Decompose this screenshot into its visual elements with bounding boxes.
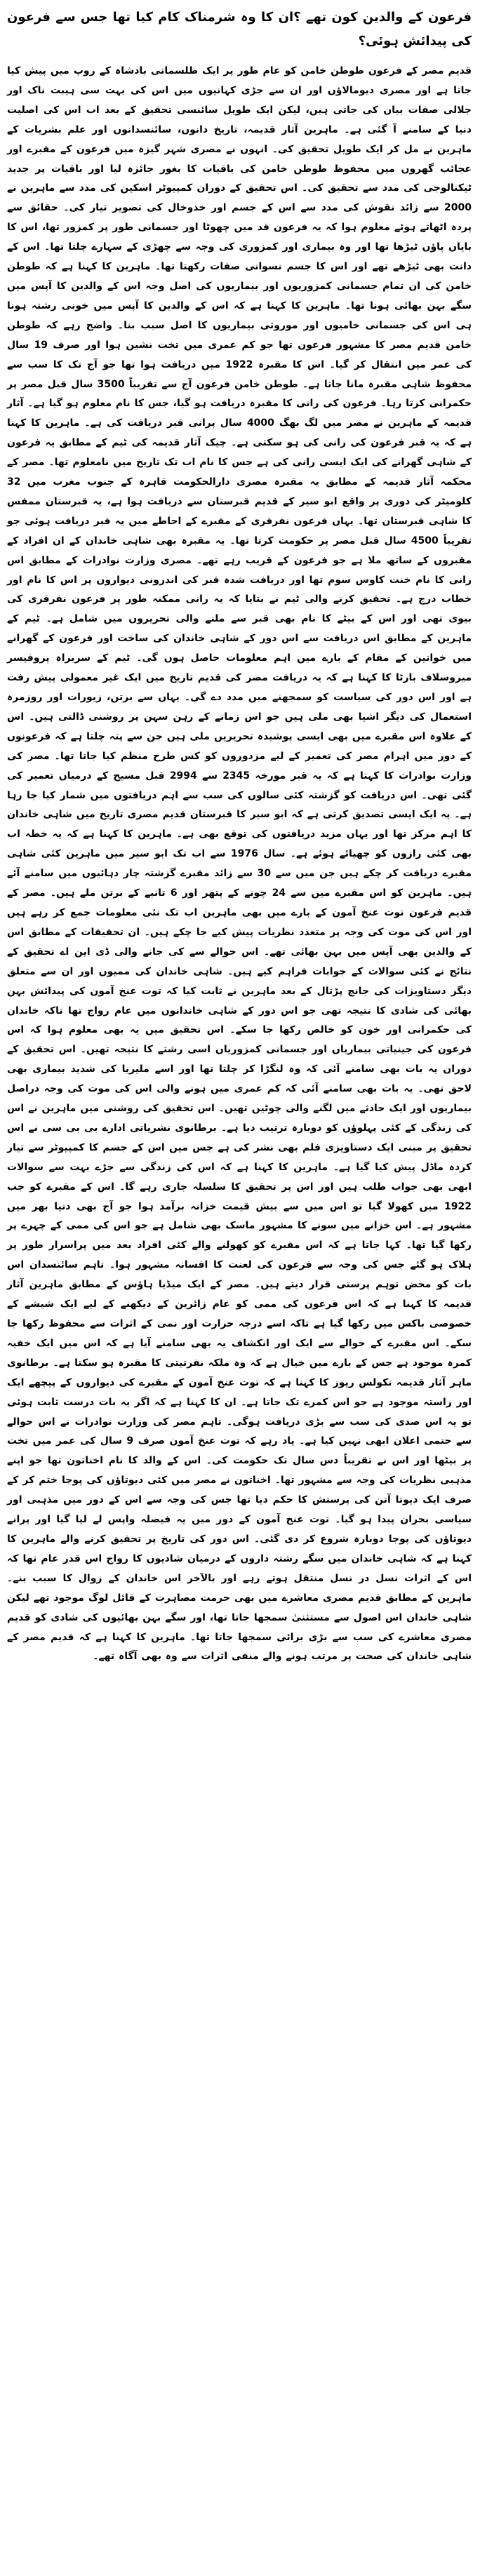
article-body: قدیم مصر کے فرعون طوطن خامن کو عام طور پر ایک طلسماتی بادشاہ کے روپ میں پیش کیا جاتا ہے اور مصری دیومالاؤں اور ان سے جڑی کہانیوں میں اس کی بہت سی ہیبت ناک اور جلالی صفات بیان کی جاتی ہیں، لیکن ایک طویل سائنسی تحقیق کے بعد اب اس کی اصلیت دنیا کے سامنے آ گئی ہے۔ ماہرین آثار قدیمہ، تاریخ دانوں، سائنسدانوں اور علم بشریات کے ماہرین نے مل کر ایک طویل تحقیق کی۔ انہوں نے مصری شہر گیزہ میں فرعون کے مقبرے اور عجائب گھروں میں محفوظ طوطن خامن کی باقیات کا بغور جائزہ لیا اور باقیات پر جدید ٹیکنالوجی کی مدد سے تحقیق کی۔ اس تحقیق کے دوران کمپیوٹر اسکین کی مدد سے ماہرین نے 2000 سے زائد نقوش کی مدد سے اس کے جسم اور خدوخال کی تصویر تیار کی۔ حقائق سے پردہ اٹھاتے ہوئے معلوم ہوا کہ یہ فرعون قد میں چھوٹا اور جسمانی طور پر کمزور تھا، اس کا بایاں پاؤں ٹیڑھا تھا اور وہ بیماری اور کمزوری کی وجہ سے چھڑی کے سہارے چلتا تھا۔ اس کے دانت بھی ٹیڑھے تھے اور اس کا جسم نسوانی صفات رکھتا تھا۔ ماہرین کا کہنا ہے کہ طوطن خامن کی ان تمام جسمانی کمزوریوں اور بیماریوں کی اصل وجہ اس کے والدین کا آپس میں سگے بہن بھائی ہونا تھا۔ ماہرین کا کہنا ہے کہ اس کے والدین کا آپس میں خونی رشتہ ہونا ہی اس کی جسمانی خامیوں اور موروثی بیماریوں کا اصل سبب بنا۔ واضح رہے کہ طوطن خامن قدیم مصر کا مشہور فرعون تھا جو کم عمری میں تخت نشین ہوا اور صرف 19 سال کی عمر میں انتقال کر گیا۔ اس کا مقبرہ 1922 میں دریافت ہوا تھا جو آج تک کا سب سے محفوظ شاہی مقبرہ مانا جاتا ہے۔ طوطن خامن فرعون آج سے تقریباً 3500 سال قبل مصر پر حکمرانی کرتا رہا۔ فرعون کی رانی کا مقبرہ دریافت ہو گیا، جس کا نام معلوم ہو گیا ہے۔ آثار قدیمہ کے ماہرین نے مصر میں لگ بھگ 4000 سال پرانی قبر دریافت کی ہے۔ ماہرین کا کہنا ہے کہ یہ قبر فرعون کی رانی کی ہو سکتی ہے۔ چیک آثار قدیمہ کی ٹیم کے مطابق یہ فرعون کے شاہی گھرانے کی ایک ایسی رانی کی ہے جس کا نام اب تک تاریخ میں نامعلوم تھا۔ مصر کے محکمہ آثار قدیمہ کے مطابق یہ مقبرہ مصری دارالحکومت قاہرہ کے جنوب مغرب میں 32 کلومیٹر کی دوری پر واقع ابو سیر کے قدیم قبرستان سے دریافت ہوا ہے، یہ قبرستان ممفس کا شاہی قبرستان تھا۔ یہاں فرعون نفرقری کے مقبرے کے احاطے میں یہ قبر دریافت ہوئی جو تقریباً 4500 سال قبل مصر پر حکومت کرتا تھا۔ یہ مقبرہ بھی شاہی خاندان کے ان افراد کے مقبروں کے ساتھ ملا ہے جو فرعون کے قریب رہے تھے۔ مصری وزارت نوادرات کے مطابق اس رانی کا نام خنت کاوس سوم تھا اور دریافت شدہ قبر کی اندرونی دیواروں پر اس کا نام اور خطاب درج ہے۔ تحقیق کرنے والی ٹیم نے بتایا کہ یہ رانی ممکنہ طور پر فرعون نفرقری کی بیوی تھی اور اس کے بیٹے کا نام بھی قبر سے ملنے والی تحریروں میں شامل ہے۔ ٹیم کے ماہرین کے مطابق اس دریافت سے اس دور کے شاہی خاندان کی ساخت اور فرعون کے گھرانے میں خواتین کے مقام کے بارے میں اہم معلومات حاصل ہوں گی۔ ٹیم کے سربراہ پروفیسر میروسلاف بارٹا کا کہنا ہے کہ یہ دریافت مصر کی قدیم تاریخ میں ایک غیر معمولی پیش رفت ہے اور اس دور کی سیاست کو سمجھنے میں مدد دے گی۔ یہاں سے برتن، زیورات اور روزمرہ استعمال کی دیگر اشیا بھی ملی ہیں جو اس زمانے کے رہن سہن پر روشنی ڈالتی ہیں۔ اس کے علاوہ اس مقبرے میں بھی ایسی پوشیدہ تحریریں ملی ہیں جن سے پتہ چلتا ہے کہ فرعونوں کے دور میں اہرام مصر کی تعمیر کے لیے مزدوروں کو کس طرح منظم کیا جاتا تھا۔ مصر کی وزارت نوادرات کا کہنا ہے کہ یہ قبر مورخہ 2345 سے 2994 قبل مسیح کے درمیان تعمیر کی گئی تھی۔ اس دریافت کو گزشتہ کئی سالوں کی سب سے اہم دریافتوں میں شمار کیا جا رہا ہے۔ یہ ایک ایسی تصدیق کرتی ہے کہ ابو سیر کا قبرستان قدیم مصری تاریخ میں شاہی خاندان کا اہم مرکز تھا اور یہاں مزید دریافتوں کی توقع بھی ہے۔ ماہرین کا کہنا ہے کہ یہ خطہ اب بھی کئی رازوں کو چھپائے ہوئے ہے۔ سال 1976 سے اب تک ابو سیر میں ماہرین کئی شاہی مقبرے دریافت کر چکے ہیں جن میں سے 30 سے زائد مقبرے گزشتہ چار دہائیوں میں سامنے آئے ہیں۔ ماہرین کو اس مقبرے میں سے 24 چونے کے پتھر اور 6 تانبے کے برتن ملے ہیں۔ مصر کے قدیم فرعون توت عنخ آمون کے بارے میں بھی ماہرین اب تک نئی معلومات جمع کر رہے ہیں اور اس کی موت کی وجہ پر متعدد نظریات پیش کیے جا چکے ہیں۔ ان تحقیقات کے مطابق اس کے والدین بھی آپس میں بہن بھائی تھے۔ اس حوالے سے کی جانے والی ڈی این اے تحقیق کے نتائج نے کئی سوالات کے جوابات فراہم کیے ہیں۔ شاہی خاندان کی ممیوں اور ان سے متعلق دیگر دستاویزات کی جانچ پڑتال کے بعد ماہرین نے ثابت کیا کہ توت عنخ آمون کی پیدائش بہن بھائی کی شادی کا نتیجہ تھی جو اس دور کے شاہی خاندانوں میں عام رواج تھا تاکہ خاندان کی حکمرانی اور خون کو خالص رکھا جا سکے۔ اس تحقیق میں یہ بھی معلوم ہوا کہ اس فرعون کی جینیاتی بیماریاں اور جسمانی کمزوریاں اسی رشتے کا نتیجہ تھیں۔ اس تحقیق کے دوران یہ بات بھی سامنے آئی کہ وہ لنگڑا کر چلتا تھا اور اسے ملیریا کی شدید بیماری بھی لاحق تھی۔ یہ بات بھی سامنے آئی کہ کم عمری میں ہونے والی اس کی موت کی وجہ دراصل بیماریوں اور ایک حادثے میں لگنے والی چوٹیں تھیں۔ اس تحقیق کی روشنی میں ماہرین نے اس کی زندگی کے کئی پہلوؤں کو دوبارہ ترتیب دیا ہے۔ برطانوی نشریاتی ادارے بی بی سی نے اس تحقیق پر مبنی ایک دستاویزی فلم بھی نشر کی ہے جس میں اس کے جسم کا کمپیوٹر سے تیار کردہ ماڈل پیش کیا گیا ہے۔ ماہرین کا کہنا ہے کہ اس کی زندگی سے جڑے بہت سے سوالات ابھی بھی جواب طلب ہیں اور اس پر تحقیق کا سلسلہ جاری رہے گا۔ اس کے مقبرے کو جب 1922 میں کھولا گیا تو اس میں سے بیش قیمت خزانہ برآمد ہوا جو آج بھی دنیا بھر میں مشہور ہے۔ اس خزانے میں سونے کا مشہور ماسک بھی شامل ہے جو اس کی ممی کے چہرے پر رکھا گیا تھا۔ کہا جاتا ہے کہ اس مقبرے کو کھولنے والے کئی افراد بعد میں پراسرار طور پر ہلاک ہو گئے جس کی وجہ سے فرعون کی لعنت کا افسانہ مشہور ہوا۔ تاہم سائنسدان اس بات کو محض توہم پرستی قرار دیتے ہیں۔ مصر کے ایک میڈیا ہاؤس کے مطابق ماہرین آثار قدیمہ کا کہنا ہے کہ اس فرعون کی ممی کو عام زائرین کے دیکھنے کے لیے ایک شیشے کے خصوصی باکس میں رکھا گیا ہے تاکہ اسے درجہ حرارت اور نمی کے اثرات سے محفوظ رکھا جا سکے۔ اس مقبرے کے حوالے سے ایک اور انکشاف یہ بھی سامنے آیا ہے کہ اس میں ایک خفیہ کمرہ موجود ہے جس کے بارے میں خیال ہے کہ وہ ملکہ نفرتیتی کا مقبرہ ہو سکتا ہے۔ برطانوی ماہر آثار قدیمہ نکولس ریوز کا کہنا ہے کہ توت عنخ آمون کے مقبرے کی دیواروں کے پیچھے ایک اور راستہ موجود ہے جو اس کمرے تک جاتا ہے۔ ان کا کہنا ہے کہ اگر یہ بات درست ثابت ہوئی تو یہ اس صدی کی سب سے بڑی دریافت ہوگی۔ تاہم مصر کی وزارت نوادرات نے اس حوالے سے حتمی اعلان ابھی نہیں کیا ہے۔ یاد رہے کہ توت عنخ آمون صرف 9 سال کی عمر میں تخت پر بیٹھا اور اس نے تقریباً دس سال تک حکومت کی۔ اس کے والد کا نام اخناتون تھا جو اپنے مذہبی نظریات کی وجہ سے مشہور تھا۔ اخناتون نے مصر میں کئی دیوتاؤں کی پوجا ختم کر کے صرف ایک دیوتا آتن کی پرستش کا حکم دیا تھا جس کی وجہ سے اس کے دور میں مذہبی اور سیاسی بحران پیدا ہو گیا۔ توت عنخ آمون کے دور میں یہ فیصلہ واپس لے لیا گیا اور پرانے دیوتاؤں کی پوجا دوبارہ شروع کر دی گئی۔ اس دور کی تاریخ پر تحقیق کرنے والے ماہرین کا کہنا ہے کہ شاہی خاندان میں سگے رشتہ داروں کے درمیان شادیوں کا رواج اس قدر عام تھا کہ اس کے اثرات نسل در نسل منتقل ہوتے رہے اور بالآخر اس خاندان کے زوال کا سبب بنے۔ ماہرین کے مطابق قدیم مصری معاشرے میں بھی حرمت مصاہرت کے قائل لوگ موجود تھے لیکن شاہی خاندان اس اصول سے مستثنیٰ سمجھا جاتا تھا، اور سگے بہن بھائیوں کی شادی کو قدیم مصری معاشرے کی سب سے بڑی برائی سمجھا جاتا تھا۔ ماہرین کا کہنا ہے کہ قدیم مصر کے شاہی خاندان کی صحت پر مرتب ہونے والے منفی اثرات سے وہ بھی آگاہ تھے۔ — [7, 65, 472, 1663]
article-title: فرعون کے والدین کون تھے ؟ان کا وہ شرمناک کام کیا تھا جس سے فرعون کی پیدائش ہوئی؟ — [7, 10, 472, 48]
